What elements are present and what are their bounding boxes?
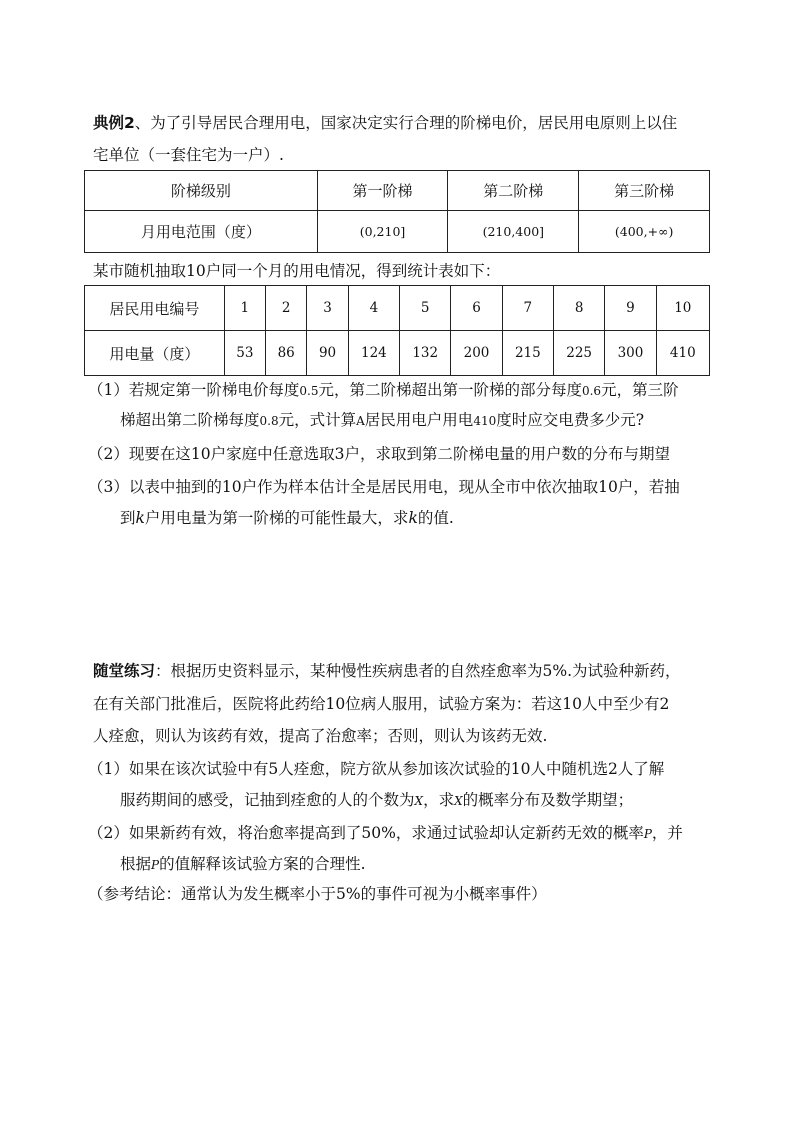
tier-header-2: 第二阶梯 — [448, 171, 579, 211]
tier-row-label: 月用电范围（度） — [85, 211, 318, 253]
usage-amount: 86 — [266, 331, 307, 376]
practice-line-2: 在有关部门批准后，医院将此药给10位病人服用，试验方案为：若这10人中至少有2 — [93, 695, 670, 713]
usage-id-label: 居民用电编号 — [85, 286, 225, 331]
question-3-line-2: 到k户用电量为第一阶梯的可能性最大，求k的值. — [120, 509, 454, 527]
example-title: 典例2 — [93, 114, 135, 132]
usage-id: 10 — [656, 286, 709, 331]
usage-id: 3 — [307, 286, 348, 331]
usage-id: 1 — [224, 286, 265, 331]
question-1-line-1: （1）若规定第一阶梯电价每度0.5元，第二阶梯超出第一阶梯的部分每度0.6元，第三阶 — [88, 381, 679, 399]
usage-amount: 300 — [605, 331, 656, 376]
practice-reference-note: （参考结论：通常认为发生概率小于5%的事件可视为小概率事件） — [88, 885, 547, 903]
sample-note: 某市随机抽取10户同一个月的用电情况，得到统计表如下： — [93, 262, 501, 280]
tier-header-level: 阶梯级别 — [85, 171, 318, 211]
usage-amount: 225 — [553, 331, 604, 376]
practice-q2-line-2: 根据P的值解释该试验方案的合理性. — [120, 855, 366, 873]
tier-header-3: 第三阶梯 — [579, 171, 710, 211]
usage-amount: 53 — [224, 331, 265, 376]
usage-amount: 410 — [656, 331, 709, 376]
usage-table — [84, 285, 710, 376]
usage-amount: 200 — [451, 331, 502, 376]
practice-q1-line-2: 服药期间的感受，记抽到痊愈的人的个数为X，求X的概率分布及数学期望； — [120, 791, 634, 809]
usage-amount-label: 用电量（度） — [85, 331, 225, 376]
question-2: （2）现要在这10户家庭中任意选取3户，求取到第二阶梯电量的用户数的分布与期望 — [88, 445, 670, 463]
tier-range-3: (400,+∞) — [579, 211, 710, 253]
usage-amount: 90 — [307, 331, 348, 376]
usage-id: 4 — [348, 286, 399, 331]
usage-id: 8 — [553, 286, 604, 331]
usage-id: 9 — [605, 286, 656, 331]
tier-header-1: 第一阶梯 — [317, 171, 448, 211]
tier-table — [84, 170, 710, 253]
usage-amount: 215 — [502, 331, 553, 376]
practice-title: 随堂练习 — [93, 662, 156, 680]
usage-id: 5 — [400, 286, 451, 331]
question-3-line-1: （3）以表中抽到的10户作为样本估计全是居民用电，现从全市中依次抽取10户，若抽 — [88, 478, 680, 496]
usage-id: 7 — [502, 286, 553, 331]
practice-q1-line-1: （1）如果在该次试验中有5人痊愈，院方欲从参加该次试验的10人中随机选2人了解 — [88, 760, 665, 778]
usage-id: 2 — [266, 286, 307, 331]
example-intro-line-2: 宅单位（一套住宅为一户）. — [93, 146, 284, 164]
tier-range-2: (210,400] — [448, 211, 579, 253]
question-1-line-2: 梯超出第二阶梯每度0.8元，式计算A居民用电户用电410度时应交电费多少元? — [120, 411, 645, 429]
usage-amount: 132 — [400, 331, 451, 376]
tier-range-1: (0,210] — [317, 211, 448, 253]
usage-id: 6 — [451, 286, 502, 331]
practice-line-3: 人痊愈，则认为该药有效，提高了治愈率；否则，则认为该药无效. — [93, 727, 548, 745]
practice-q2-line-1: （2）如果新药有效，将治愈率提高到了50%，求通过试验却认定新药无效的概率P，并 — [88, 824, 683, 842]
usage-amount: 124 — [348, 331, 399, 376]
practice-line-1: 随堂练习：根据历史资料显示，某种慢性疾病患者的自然痊愈率为5%.为试验种新药， — [93, 662, 681, 680]
example-intro-line-1: 典例2、为了引导居民合理用电，国家决定实行合理的阶梯电价，居民用电原则上以住 — [93, 114, 678, 132]
